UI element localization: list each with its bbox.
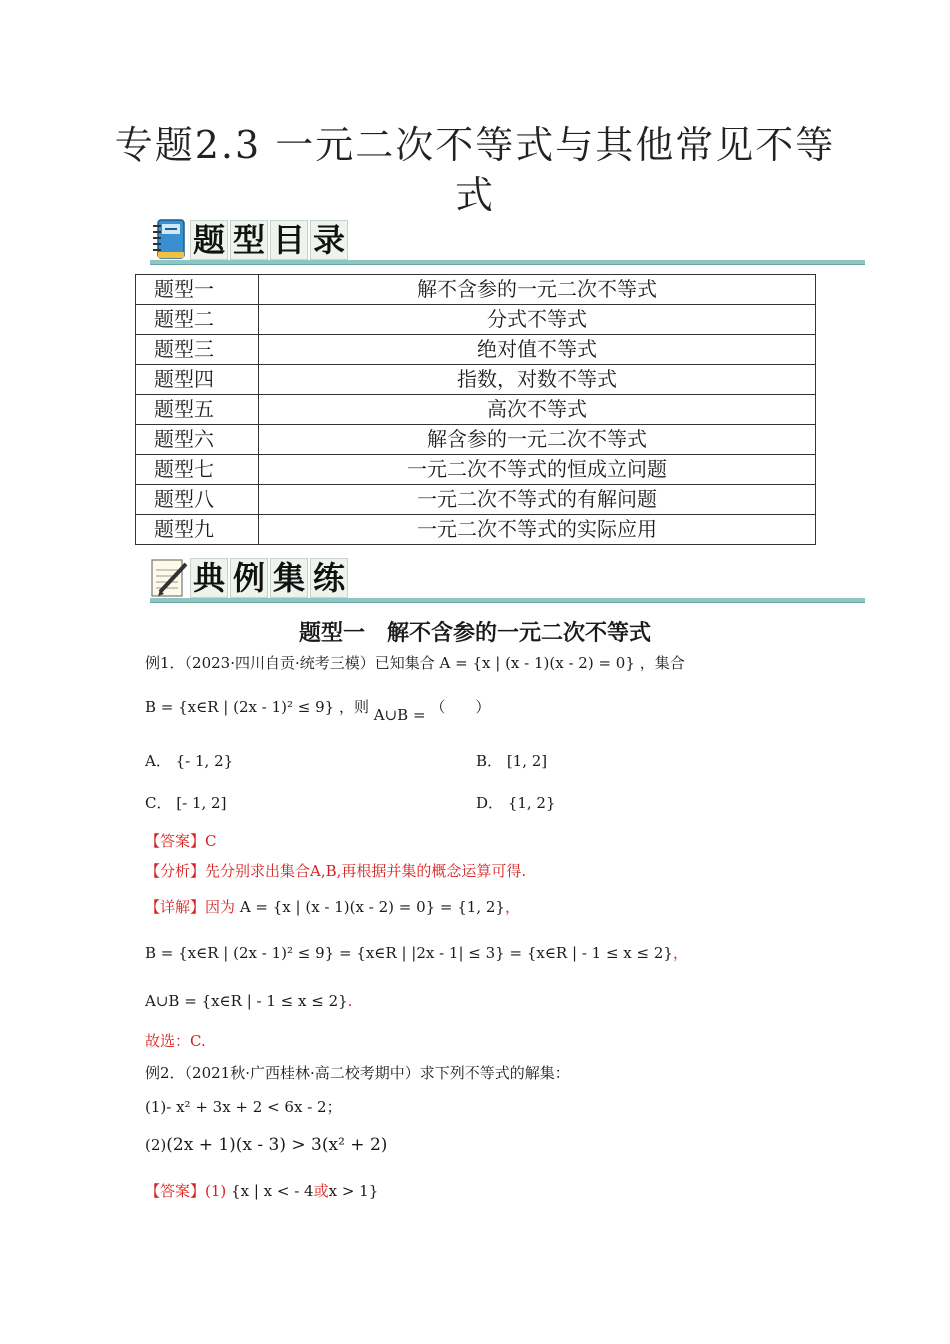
example1-detail-line2 (145, 942, 905, 964)
example2-q1 (145, 1096, 342, 1118)
toc-key: 题型七 (136, 455, 259, 485)
toc-value: 一元二次不等式的实际应用 (259, 515, 816, 545)
example1-answer (145, 830, 217, 852)
detail-comma: ， (672, 944, 688, 962)
detail-period: . (347, 992, 353, 1010)
set-b-expression: B = {x∈R | (2x - 1)² ≤ 9} (145, 698, 335, 716)
detail-lead: 因为 (205, 898, 236, 916)
toc-row (136, 335, 816, 365)
option-d[interactable] (476, 792, 556, 814)
example1-intro: 例1．（2023·四川自贡·统考三模）已知集合 (145, 654, 435, 672)
detail-tag: 【详解】 (145, 898, 206, 916)
toc-value: 一元二次不等式的恒成立问题 (259, 455, 816, 485)
toc-row (136, 305, 816, 335)
q1-label: (1) (145, 1098, 167, 1116)
answer-tag: 【答案】 (145, 832, 206, 850)
example2-intro: 例2．（2021秋·广西桂林·高二校考期中）求下列不等式的解集： (145, 1064, 570, 1082)
toc-key: 题型四 (136, 365, 259, 395)
toc-table (135, 274, 816, 545)
option-label: C． (145, 794, 172, 812)
toc-heading-char: 录 (310, 220, 348, 260)
toc-value: 高次不等式 (259, 395, 816, 425)
toc-row (136, 455, 816, 485)
answer-or: 或 (313, 1182, 329, 1200)
toc-heading-char: 题 (190, 220, 228, 260)
detail-set-b: B = {x∈R | (2x - 1)² ≤ 9} = {x∈R | |2x - 1| ≤ 3} = {x∈R | - 1 ≤ x ≤ 2} (145, 944, 673, 962)
option-value: {1, 2} (507, 794, 556, 812)
option-value: [1, 2] (506, 752, 548, 770)
toc-row (136, 395, 816, 425)
examples-heading-char: 典 (190, 558, 228, 598)
option-c[interactable] (145, 792, 226, 814)
q2-expression: (2x + 1)(x - 3) > 3(x² + 2) (166, 1135, 388, 1155)
toc-key: 题型八 (136, 485, 259, 515)
analysis-tag: 【分析】 (145, 862, 206, 880)
q1-expression: - x² + 3x + 2 < 6x - 2 (166, 1098, 327, 1116)
detail-comma: ， (504, 898, 520, 916)
option-label: B． (476, 752, 503, 770)
example1-then-text: ，则 (338, 698, 369, 716)
answer-paren: （ ） (430, 698, 491, 716)
examples-heading-char: 集 (270, 558, 308, 598)
answer-part-b: x > 1} (328, 1182, 379, 1200)
example2-q2 (145, 1134, 387, 1156)
toc-value: 一元二次不等式的有解问题 (259, 485, 816, 515)
option-label: A． (145, 752, 171, 770)
toc-value: 绝对值不等式 (259, 335, 816, 365)
page-title-line2: 式 (454, 173, 495, 217)
answer-label: (1) (205, 1182, 227, 1200)
example2-answer (145, 1180, 378, 1202)
banner-underline (150, 598, 865, 603)
banner-underline (150, 260, 865, 265)
toc-row (136, 275, 816, 305)
toc-heading-char: 目 (270, 220, 308, 260)
toc-row (136, 515, 816, 545)
answer-tag: 【答案】 (145, 1182, 206, 1200)
analysis-text: 先分别求出集合A,B,再根据并集的概念运算可得. (205, 862, 527, 880)
section-title: 题型一 解不含参的一元二次不等式 (298, 621, 651, 646)
notebook-icon (152, 218, 188, 262)
option-b[interactable] (476, 750, 547, 772)
toc-key: 题型三 (136, 335, 259, 365)
option-value: {- 1, 2} (175, 752, 234, 770)
toc-row (136, 485, 816, 515)
examples-heading-char: 练 (310, 558, 348, 598)
notepad-pencil-icon (150, 556, 190, 600)
example1-question (145, 652, 845, 674)
detail-union: A∪B = {x∈R | - 1 ≤ x ≤ 2} (145, 992, 348, 1010)
toc-value: 分式不等式 (259, 305, 816, 335)
toc-row (136, 425, 816, 455)
q2-label: (2) (145, 1136, 167, 1154)
option-value: [- 1, 2] (176, 794, 227, 812)
toc-key: 题型九 (136, 515, 259, 545)
answer-part-a: {x | x < - 4 (231, 1182, 314, 1200)
toc-value: 解含参的一元二次不等式 (259, 425, 816, 455)
set-a-expression: A = {x | (x - 1)(x - 2) = 0} (439, 654, 635, 672)
union-expression: A∪B = (373, 706, 426, 724)
examples-banner (150, 556, 865, 604)
toc-key: 题型六 (136, 425, 259, 455)
example1-mid-text: ，集合 (639, 654, 685, 672)
example1-detail-line3 (145, 990, 845, 1012)
example1-analysis (145, 860, 845, 882)
answer-value: C (205, 832, 217, 850)
toc-value: 解不含参的一元二次不等式 (259, 275, 816, 305)
toc-key: 题型五 (136, 395, 259, 425)
toc-key: 题型一 (136, 275, 259, 305)
example1-conclusion: 故选：C. (145, 1032, 206, 1050)
page-title-line1: 专题2.3 一元二次不等式与其他常见不等 (114, 123, 836, 167)
examples-heading-char: 例 (230, 558, 268, 598)
toc-heading-char: 型 (230, 220, 268, 260)
toc-row (136, 365, 816, 395)
toc-value: 指数，对数不等式 (259, 365, 816, 395)
example1-question-line2 (145, 696, 845, 724)
option-a[interactable] (145, 750, 233, 772)
q1-end: ； (326, 1098, 342, 1116)
toc-banner (150, 218, 865, 266)
detail-set-a: A = {x | (x - 1)(x - 2) = 0} = {1, 2} (239, 898, 505, 916)
toc-key: 题型二 (136, 305, 259, 335)
example1-detail (145, 896, 845, 918)
option-label: D． (476, 794, 504, 812)
